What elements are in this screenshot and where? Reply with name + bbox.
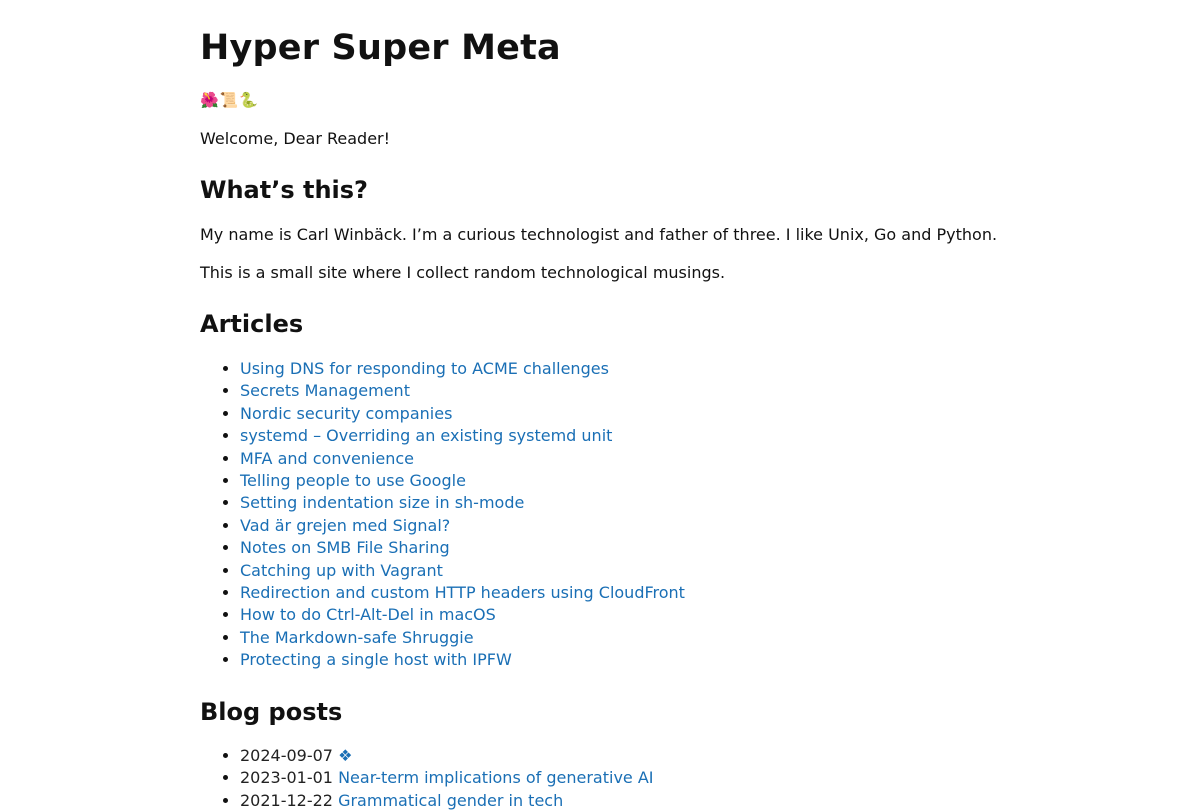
list-item [240, 515, 685, 537]
list-item [240, 767, 654, 789]
list-item [240, 537, 685, 559]
article-link[interactable]: MFA and convenience [240, 448, 415, 468]
list-item [240, 403, 685, 425]
article-link[interactable]: Redirection and custom HTTP headers using CloudFront [240, 582, 685, 602]
welcome-text: Welcome, Dear Reader! [200, 129, 391, 148]
article-link[interactable]: Using DNS for responding to ACME challenges [240, 359, 609, 378]
post-date: 2021-12-22 [240, 790, 333, 810]
article-link[interactable]: Secrets Management [240, 381, 410, 401]
blog-list [200, 745, 654, 812]
scroll-icon: 📜 [219, 91, 239, 109]
article-link[interactable]: systemd – Overriding an existing systemd unit [240, 426, 613, 446]
article-link[interactable]: Vad är grejen med Signal? [240, 515, 451, 535]
emoji-row [200, 90, 259, 110]
article-link[interactable]: Catching up with Vagrant [240, 560, 443, 580]
list-item [240, 604, 685, 626]
articles-heading: Articles [200, 310, 304, 338]
about-heading: What’s this? [200, 176, 368, 204]
blog-post-link[interactable]: ❖ [338, 746, 353, 765]
article-link[interactable]: Protecting a single host with IPFW [240, 650, 512, 670]
site-title: Hyper Super Meta [200, 28, 561, 68]
list-item [240, 358, 685, 380]
list-item [240, 492, 685, 514]
list-item [240, 790, 654, 812]
list-item [240, 425, 685, 447]
about-paragraph: My name is Carl Winbäck. I’m a curious technologist and father of three. I like Unix, Go and Python. [200, 225, 998, 244]
article-link[interactable]: The Markdown-safe Shruggie [240, 627, 474, 647]
article-link[interactable]: Notes on SMB File Sharing [240, 538, 450, 558]
list-item [240, 582, 685, 604]
article-link[interactable]: Setting indentation size in sh-mode [240, 493, 525, 513]
blog-post-link[interactable]: Grammatical gender in tech [338, 790, 564, 810]
list-item [240, 380, 685, 402]
list-item [240, 745, 654, 767]
about-paragraph: This is a small site where I collect random technological musings. [200, 263, 726, 282]
post-date: 2024-09-07 [240, 746, 333, 765]
blog-post-link[interactable]: Near-term implications of generative AI [338, 768, 654, 788]
articles-list [200, 358, 685, 671]
list-item [240, 627, 685, 649]
list-item [240, 448, 685, 470]
list-item [240, 470, 685, 492]
article-link[interactable]: Telling people to use Google [240, 470, 466, 490]
list-item [240, 560, 685, 582]
snake-icon: 🐍 [239, 91, 259, 109]
article-link[interactable]: Nordic security companies [240, 403, 453, 423]
blog-heading: Blog posts [200, 698, 343, 726]
list-item [240, 649, 685, 671]
post-date: 2023-01-01 [240, 768, 333, 788]
hibiscus-icon: 🌺 [200, 91, 219, 109]
article-link[interactable]: How to do Ctrl-Alt-Del in macOS [240, 605, 496, 625]
